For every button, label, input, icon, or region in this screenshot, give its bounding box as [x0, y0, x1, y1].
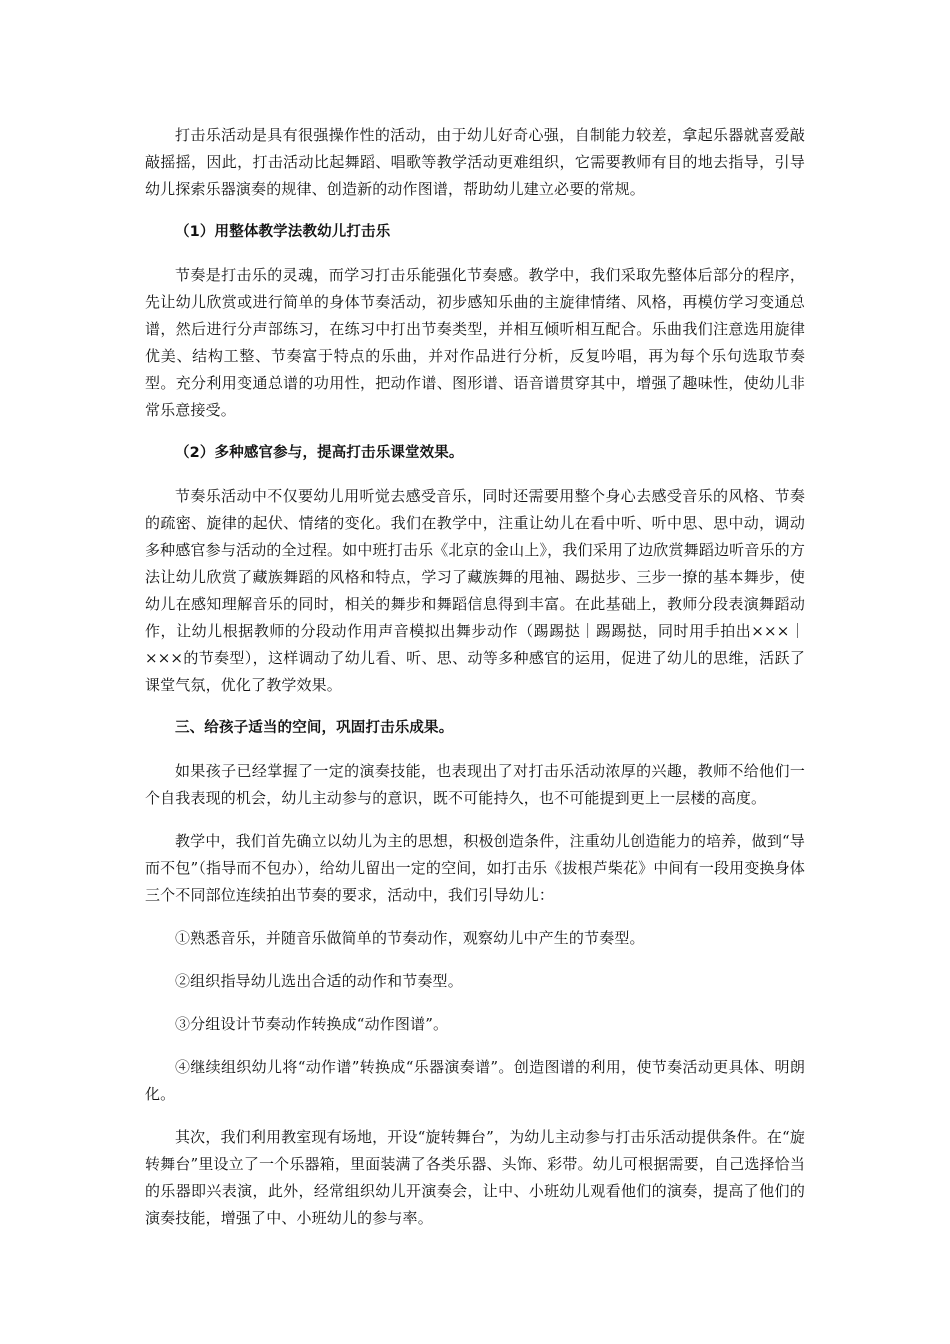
list-item: ①熟悉音乐，并随音乐做简单的节奏动作，观察幼儿中产生的节奏型。 [175, 929, 645, 947]
paragraph-teaching: 教学中，我们首先确立以幼儿为主的思想，积极创造条件，注重幼儿创造能力的培养，做到“导而不包”（指导而不包办），给幼儿留出一定的空间，如打击乐《拔根芦柴花》中间有一段用变换身体三个不同部位连续拍出节奏的要求，活动中，我们引导幼儿： [145, 832, 805, 904]
paragraph-space: 如果孩子已经掌握了一定的演奏技能，也表现出了对打击乐活动浓厚的兴趣，教师不给他们一个自我表现的机会，幼儿主动参与的意识，既不可能持久，也不可能提到更上一层楼的高度。 [145, 762, 805, 807]
paragraph-stage: 其次，我们利用教室现有场地，开设“旋转舞台”，为幼儿主动参与打击乐活动提供条件。在“旋转舞台”里设立了一个乐器箱，里面装满了各类乐器、头饰、彩带。幼儿可根据需要，自己选择恰当的乐器即兴表演，此外，经常组织幼儿开演奏会，让中、小班幼儿观看他们的演奏，提高了他们的演奏技能，增强了中、小班幼儿的参与率。 [145, 1128, 805, 1227]
list-item: ③分组设计节奏动作转换成“动作图谱”。 [175, 1015, 449, 1033]
section-heading-1: （1）用整体教学法教幼儿打击乐 [175, 224, 391, 240]
list-item: ②组织指导幼儿选出合适的动作和节奏型。 [175, 972, 463, 990]
list-item: ④继续组织幼儿将“动作谱”转换成“乐器演奏谱”。创造图谱的利用，使节奏活动更具体、明朗化。 [145, 1058, 805, 1103]
paragraph-senses: 节奏乐活动中不仅要幼儿用听觉去感受音乐，同时还需要用整个身心去感受音乐的风格、节奏的疏密、旋律的起伏、情绪的变化。我们在教学中，注重让幼儿在看中听、听中思、思中动，调动多种感官参与活动的全过程。如中班打击乐《北京的金山上》，我们采用了边欣赏舞蹈边听音乐的方法让幼儿欣赏了藏族舞蹈的风格和特点，学习了藏族舞的甩袖、踢挞步、三步一撩的基本舞步，使幼儿在感知理解音乐的同时，相关的舞步和舞蹈信息得到丰富。在此基础上，教师分段表演舞蹈动作，让幼儿根据教师的分段动作用声音模拟出舞步动作（踢踢挞｜踢踢挞，同时用手拍出×××｜×××的节奏型），这样调动了幼儿看、听、思、动等多种感官的运用，促进了幼儿的思维，活跃了课堂气氛，优化了教学效果。 [145, 487, 805, 694]
section-heading-3: 三、给孩子适当的空间，巩固打击乐成果。 [175, 720, 454, 736]
document-body [145, 122, 805, 1248]
section-heading-2: （2）多种感官参与，提高打击乐课堂效果。 [175, 445, 464, 461]
paragraph-rhythm: 节奏是打击乐的灵魂，而学习打击乐能强化节奏感。教学中，我们采取先整体后部分的程序，先让幼儿欣赏或进行简单的身体节奏活动，初步感知乐曲的主旋律情绪、风格，再模仿学习变通总谱，然后进行分声部练习，在练习中打出节奏类型，并相互倾听相互配合。乐曲我们注意选用旋律优美、结构工整、节奏富于特点的乐曲，并对作品进行分析，反复吟唱，再为每个乐句选取节奏型。充分利用变通总谱的功用性，把动作谱、图形谱、语音谱贯穿其中，增强了趣味性，使幼儿非常乐意接受。 [145, 266, 805, 419]
paragraph-intro: 打击乐活动是具有很强操作性的活动，由于幼儿好奇心强，自制能力较差，拿起乐器就喜爱敲敲摇摇，因此，打击活动比起舞蹈、唱歌等教学活动更难组织，它需要教师有目的地去指导，引导幼儿探索乐器演奏的规律、创造新的动作图谱，帮助幼儿建立必要的常规。 [145, 126, 805, 198]
